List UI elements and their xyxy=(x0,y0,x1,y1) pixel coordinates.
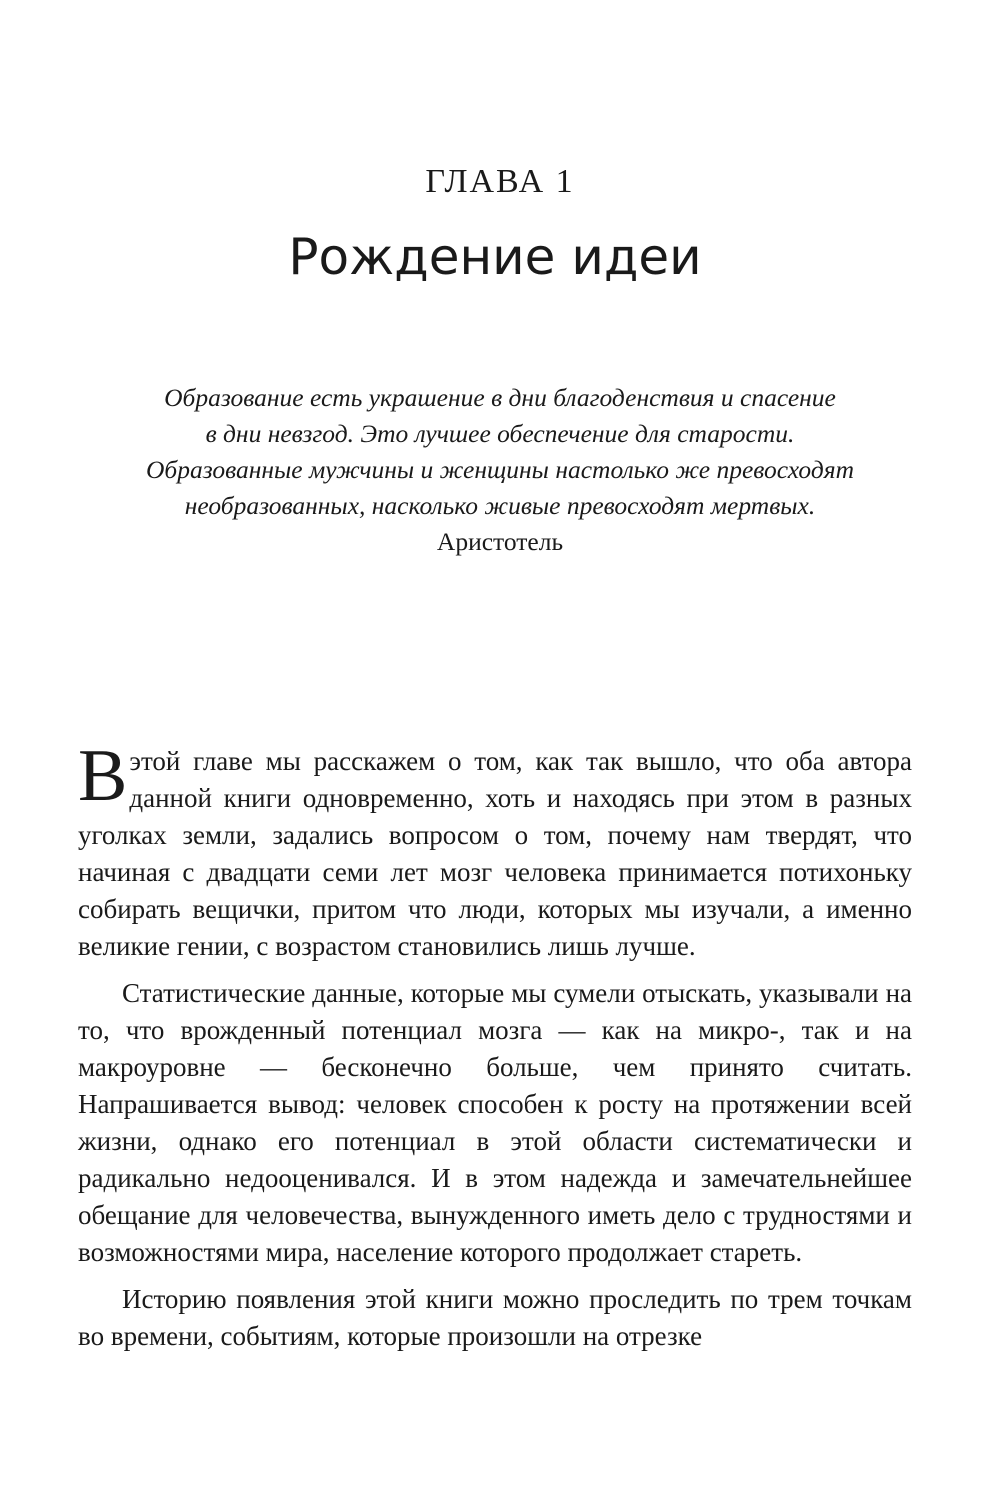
paragraph-3: Историю появления этой книги можно проследить по трем точкам во времени, событиям, которые произошли на отрезке xyxy=(78,1284,912,1351)
epigraph-line: Образование есть украшение в дни благоденствия и спасение xyxy=(164,383,836,412)
body-text xyxy=(78,735,912,1355)
epigraph-line: в дни невзгод. Это лучшее обеспечение для старости. xyxy=(205,419,795,448)
epigraph-line: Образованные мужчины и женщины настолько же превосходят xyxy=(145,455,854,484)
epigraph xyxy=(60,380,940,560)
chapter-title: Рождение идеи xyxy=(288,228,702,286)
paragraph-1-text: этой главе мы расскажем о том, как так вышло, что оба автора данной книги одновременно, хоть и находясь при этом в разных уголках земли, задались вопросом о том, почему нам твердят, что начиная с двадцати семи лет мозг человека принимается потихоньку собирать вещички, притом что люди, которых мы изучали, а именно великие гении, с возрастом становились лишь лучше. xyxy=(78,746,912,961)
chapter-label: ГЛАВА 1 xyxy=(425,163,575,200)
epigraph-author: Аристотель xyxy=(436,527,564,556)
drop-cap: В xyxy=(78,735,128,817)
epigraph-line: необразованных, насколько живые превосходят мертвых. xyxy=(184,491,816,520)
paragraph-2: Статистические данные, которые мы сумели отыскать, указывали на то, что врожденный потенциал мозга — как на микро-, так и на макроуровне — бесконечно больше, чем принято считать. Напрашивается вывод: человек способен к росту на протяжении всей жизни, однако его потенциал в этой области систематически и радикально недооценивался. И в этом надежда и замечательнейшее обещание для человечества, вынужденного иметь дело с трудностями и возможностями мира, население которого продолжает стареть. xyxy=(78,978,912,1267)
paragraph-1 xyxy=(78,735,912,965)
